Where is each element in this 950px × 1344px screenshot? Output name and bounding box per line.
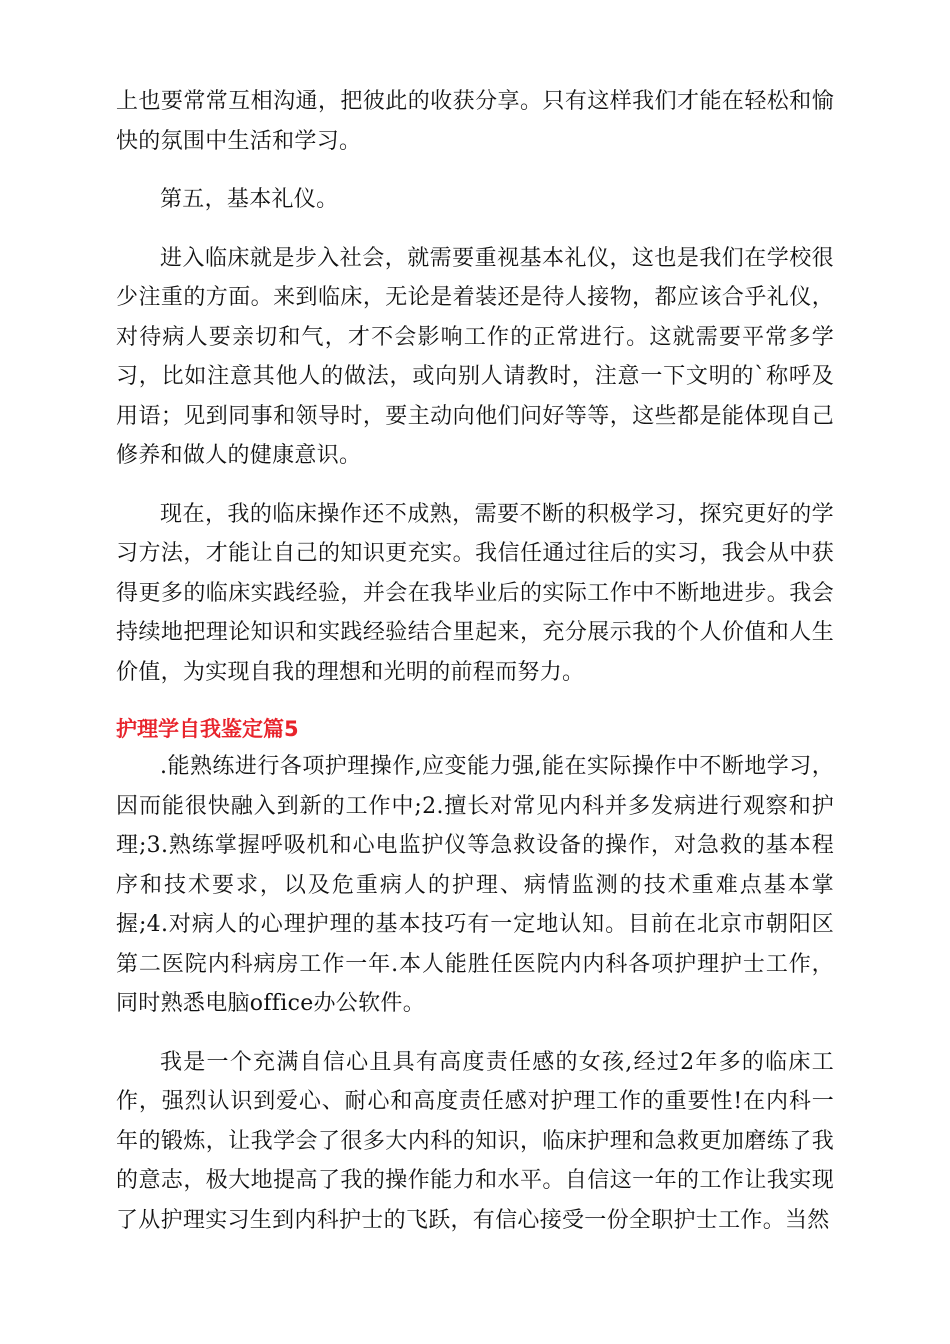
paragraph-etiquette-title: 第五，基本礼仪。 [160, 187, 339, 212]
paragraph-etiquette: 进入临床就是步入社会，就需要重视基本礼仪，这也是我们在学校很少注重的方面。来到临床，无论是着装还是待人接物，都应该合乎礼仪，对待病人要亲切和气，才不会影响工作的正常进行。这就需要平常多学习，比如注意其他人的做法，或向别人请教时，注意一下文明的`称呼及用语；见到同事和领导时，要主动向他们问好等等，这些都是能体现自己修养和做人的健康意识。 [116, 245, 834, 468]
paragraph-gap [116, 220, 834, 239]
paragraph-gap [116, 476, 834, 495]
paragraph-self-intro: 我是一个充满自信心且具有高度责任感的女孩,经过2年多的临床工作，强烈认识到爱心、耐心和高度责任感对护理工作的重要性!在内科一年的锻炼，让我学会了很多大内科的知识，临床护理和急救更加磨练了我的意志，极大地提高了我的操作能力和水平。自信这一年的工作让我实现了从护理实习生到内科护士的飞跃，有信心接受一份全职护士工作。当然 [116, 1049, 834, 1233]
paragraph-conclusion: 现在，我的临床操作还不成熟，需要不断的积极学习，探究更好的学习方法，才能让自己的知识更充实。我信任通过往后的实习，我会从中获得更多的临床实践经验，并会在我毕业后的实际工作中不断地进步。我会持续地把理论知识和实践经验结合里起来，充分展示我的个人价值和人生价值，为实现自我的理想和光明的前程而努力。 [116, 501, 834, 685]
paragraph-gap [116, 161, 834, 180]
document-page [116, 82, 834, 1240]
paragraph-continuation: 上也要常常互相沟通，把彼此的收获分享。只有这样我们才能在轻松和愉快的氛围中生活和学习。 [116, 89, 834, 154]
section-heading: 护理学自我鉴定篇5 [116, 717, 299, 741]
paragraph-gap [116, 692, 834, 711]
paragraph-gap [116, 1024, 834, 1043]
paragraph-skills: .能熟练进行各项护理操作,应变能力强,能在实际操作中不断地学习，因而能很快融入到新的工作中;2.擅长对常见内科并多发病进行观察和护理;3.熟练掌握呼吸机和心电监护仪等急救设备的操作，对急救的基本程序和技术要求，以及危重病人的护理、病情监测的技术重难点基本掌握;4.对病人的心理护理的基本技巧有一定地认知。目前在北京市朝阳区第二医院内科病房工作一年.本人能胜任医院内内科各项护理护士工作，同时熟悉电脑office办公软件。 [116, 754, 834, 1016]
